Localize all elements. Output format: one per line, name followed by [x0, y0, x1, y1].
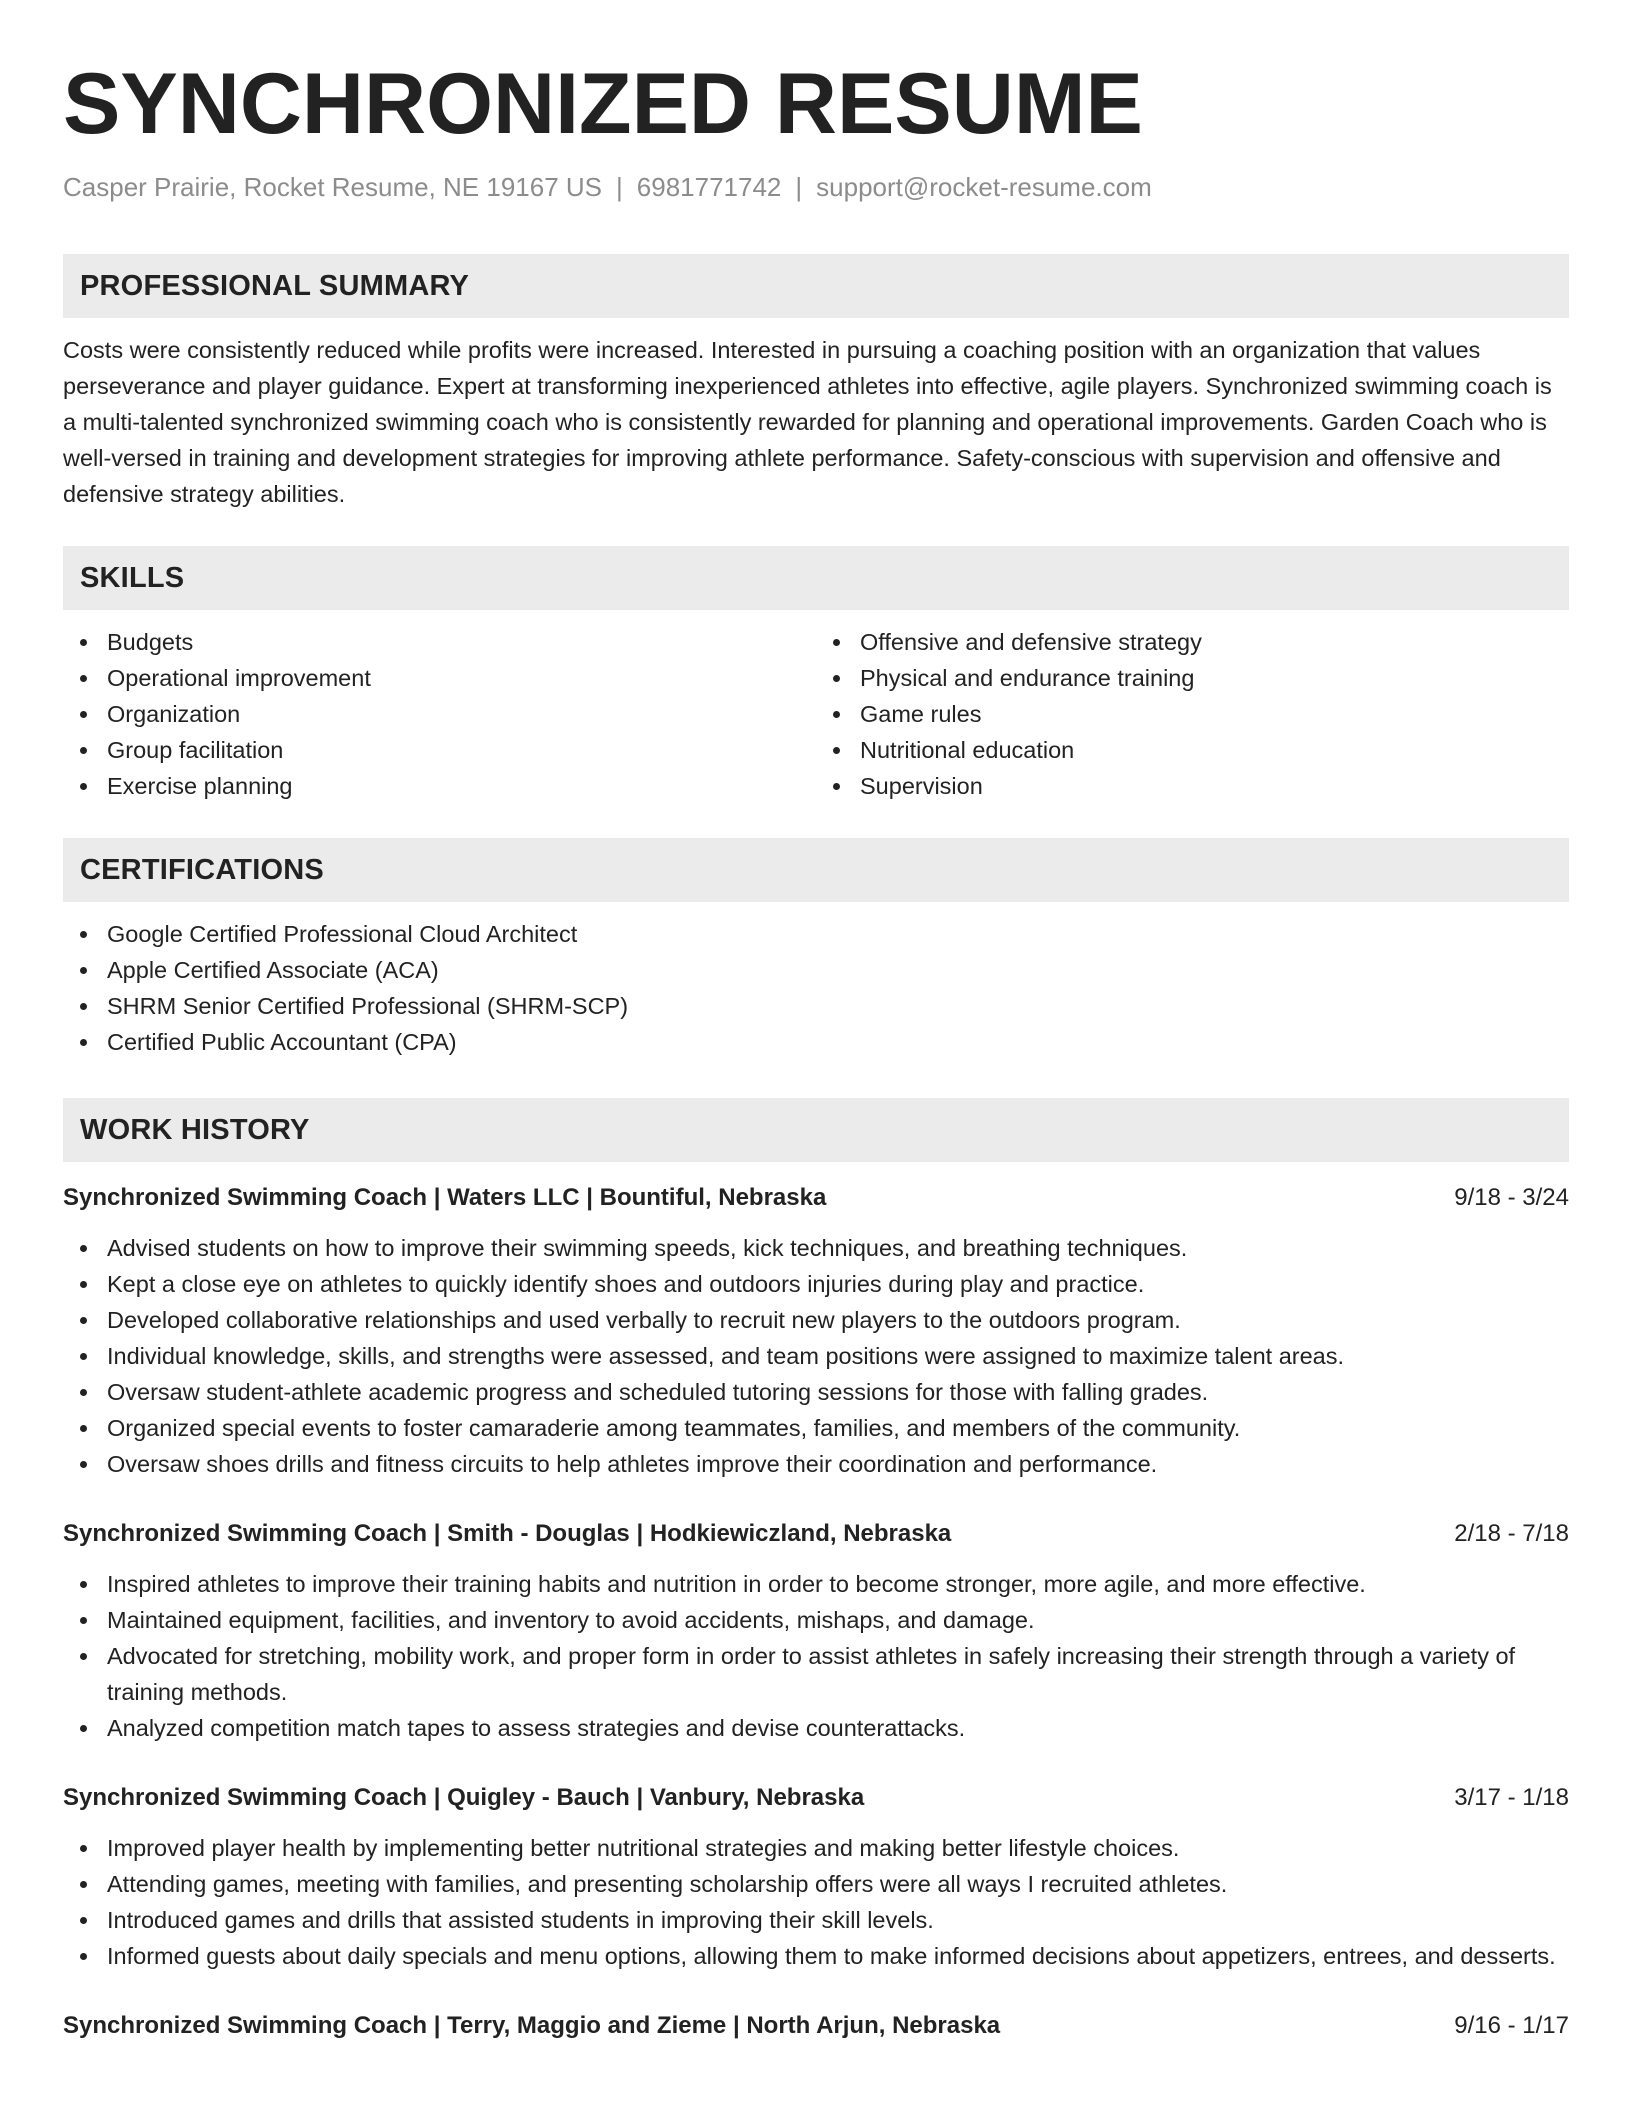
section-heading-skills: SKILLS: [63, 546, 1569, 610]
certification-item: Certified Public Accountant (CPA): [63, 1024, 1569, 1060]
job-entry: [63, 2008, 1569, 2044]
job-duty: Oversaw shoes drills and fitness circuits to help athletes improve their coordination and performance.: [63, 1446, 1569, 1482]
job-duty: Advocated for stretching, mobility work, and proper form in order to assist athletes in safely increasing their strength through a variety of training methods.: [63, 1638, 1569, 1710]
skills-column-right: [816, 624, 1569, 804]
contact-line: [63, 170, 1569, 204]
contact-phone: 6981771742: [636, 172, 782, 202]
job-title-row: [63, 2008, 1569, 2044]
skill-item: Operational improvement: [63, 660, 816, 696]
job-entry: [63, 1516, 1569, 1746]
skill-item: Budgets: [63, 624, 816, 660]
section-heading-certifications: CERTIFICATIONS: [63, 838, 1569, 902]
job-dates: 2/18 - 7/18: [1454, 1520, 1569, 1547]
contact-separator: |: [795, 172, 803, 202]
job-duty: Attending games, meeting with families, and presenting scholarship offers were all ways I recruited athletes.: [63, 1866, 1569, 1902]
job-entry: [63, 1780, 1569, 1974]
job-dates: 3/17 - 1/18: [1454, 1784, 1569, 1811]
job-duty: Organized special events to foster camaraderie among teammates, families, and members of the community.: [63, 1410, 1569, 1446]
job-title: Synchronized Swimming Coach | Waters LLC | Bountiful, Nebraska: [63, 1184, 827, 1211]
skill-item: Group facilitation: [63, 732, 816, 768]
job-duty: Oversaw student-athlete academic progress and scheduled tutoring sessions for those with falling grades.: [63, 1374, 1569, 1410]
skills-column-left: [63, 624, 816, 804]
skill-item: Offensive and defensive strategy: [816, 624, 1569, 660]
job-title: Synchronized Swimming Coach | Smith - Douglas | Hodkiewiczland, Nebraska: [63, 1520, 952, 1547]
certification-item: SHRM Senior Certified Professional (SHRM-SCP): [63, 988, 1569, 1024]
job-duty: Introduced games and drills that assisted students in improving their skill levels.: [63, 1902, 1569, 1938]
job-duty: Kept a close eye on athletes to quickly identify shoes and outdoors injuries during play and practice.: [63, 1266, 1569, 1302]
job-dates: 9/18 - 3/24: [1454, 1184, 1569, 1211]
skill-item: Organization: [63, 696, 816, 732]
job-duty: Analyzed competition match tapes to assess strategies and devise counterattacks.: [63, 1710, 1569, 1746]
summary-paragraph: Costs were consistently reduced while profits were increased. Interested in pursuing a coaching position with an organization that values perseverance and player guidance. Expert at transforming inexperienced athletes into effective, agile players. Synchronized swimming coach is a multi-talented synchronized swimming coach who is consistently rewarded for planning and operational improvements. Garden Coach who is well-versed in training and development strategies for improving athlete performance. Safety-conscious with supervision and offensive and defensive strategy abilities.: [63, 337, 1552, 507]
skill-item: Exercise planning: [63, 768, 816, 804]
job-duties-list: [63, 1566, 1569, 1746]
job-duty: Developed collaborative relationships and used verbally to recruit new players to the outdoors program.: [63, 1302, 1569, 1338]
job-title-row: [63, 1780, 1569, 1816]
contact-email: support@rocket-resume.com: [816, 172, 1152, 202]
job-duty: Inspired athletes to improve their training habits and nutrition in order to become stronger, more agile, and more effective.: [63, 1566, 1569, 1602]
job-duty: Informed guests about daily specials and menu options, allowing them to make informed decisions about appetizers, entrees, and desserts.: [63, 1938, 1569, 1974]
job-duty: Advised students on how to improve their swimming speeds, kick techniques, and breathing techniques.: [63, 1230, 1569, 1266]
job-title-row: [63, 1180, 1569, 1216]
job-title: Synchronized Swimming Coach | Terry, Maggio and Zieme | North Arjun, Nebraska: [63, 2012, 1001, 2039]
contact-address: Casper Prairie, Rocket Resume, NE 19167 US: [63, 172, 603, 202]
job-duty: Individual knowledge, skills, and strengths were assessed, and team positions were assigned to maximize talent areas.: [63, 1338, 1569, 1374]
certification-item: Apple Certified Associate (ACA): [63, 952, 1569, 988]
job-dates: 9/16 - 1/17: [1454, 2012, 1569, 2039]
certifications-list: [63, 916, 1569, 1060]
job-duty: Maintained equipment, facilities, and inventory to avoid accidents, mishaps, and damage.: [63, 1602, 1569, 1638]
certification-item: Google Certified Professional Cloud Architect: [63, 916, 1569, 952]
job-duties-list: [63, 1230, 1569, 1482]
section-heading-summary: PROFESSIONAL SUMMARY: [63, 254, 1569, 318]
skill-item: Physical and endurance training: [816, 660, 1569, 696]
job-duties-list: [63, 1830, 1569, 1974]
skills-grid: [63, 624, 1569, 804]
section-heading-work-history: WORK HISTORY: [63, 1098, 1569, 1162]
job-title: Synchronized Swimming Coach | Quigley - Bauch | Vanbury, Nebraska: [63, 1784, 865, 1811]
resume-title: SYNCHRONIZED RESUME: [63, 56, 1143, 152]
skill-item: Nutritional education: [816, 732, 1569, 768]
skill-item: Game rules: [816, 696, 1569, 732]
contact-separator: |: [616, 172, 623, 202]
job-entry: [63, 1180, 1569, 1482]
skill-item: Supervision: [816, 768, 1569, 804]
job-title-row: [63, 1516, 1569, 1552]
job-duty: Improved player health by implementing better nutritional strategies and making better lifestyle choices.: [63, 1830, 1569, 1866]
